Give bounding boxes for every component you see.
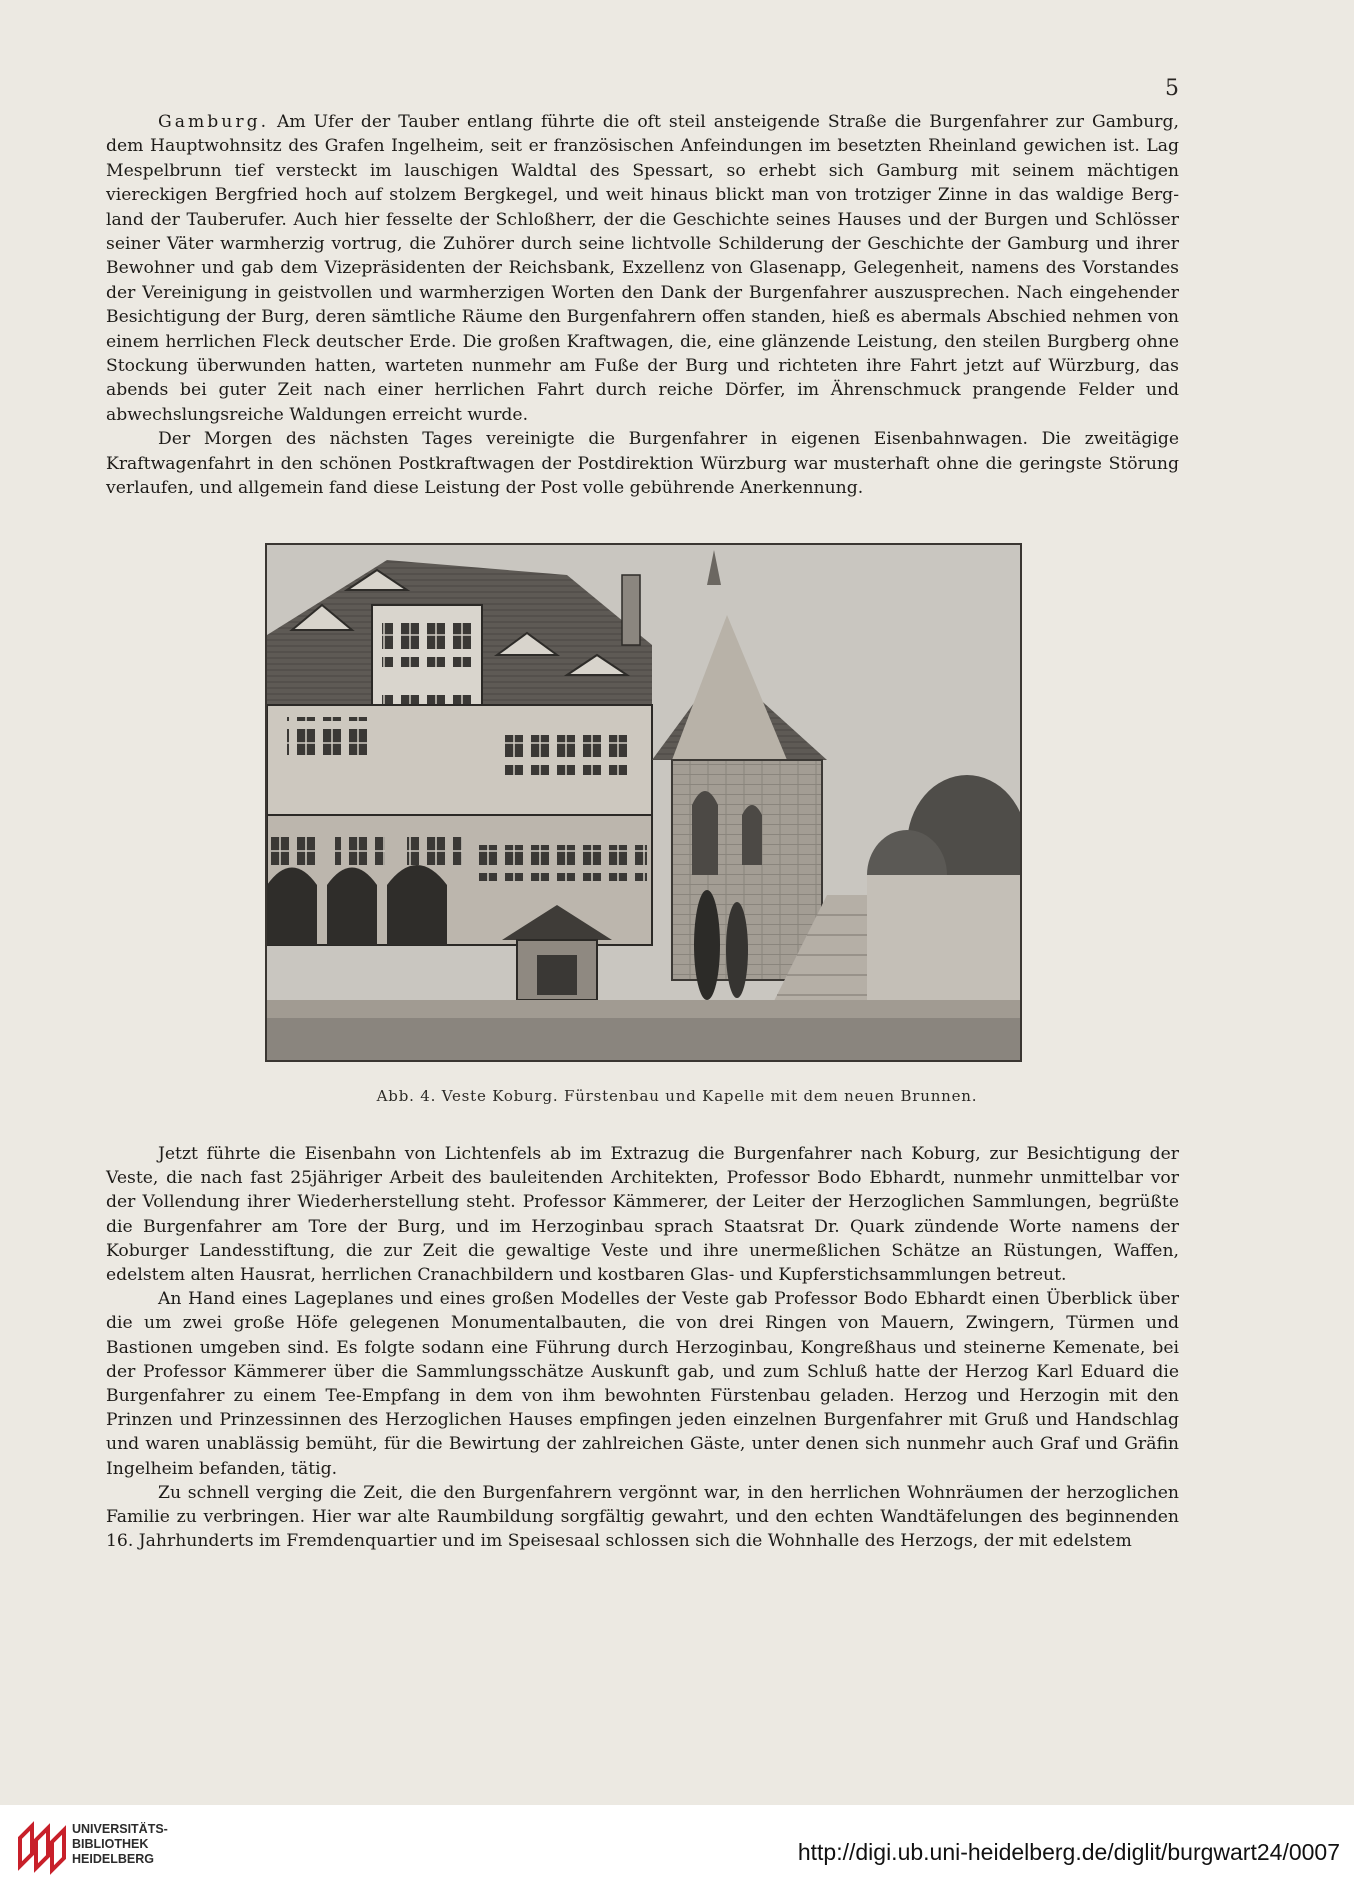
paragraph-koburg: Jetzt führte die Eisenbahn von Lichtenfels ab im Extrazug die Burgenfahrer nach Koburg, zur Besichtigung der Veste, die nach fast 25jähriger Arbeit des bauleitenden Architekten, Professor Bodo Ebhardt, nunmehr unmittelbar vor der Vollendung ihrer Wiederherstellung steht. Professor Kämmerer, der Leiter der Herzoglichen Sammlungen, begrüßte die Burgenfahrer am Tore der Burg, und im Herzoginbau sprach Staatsrat Dr. Quark zündende Worte namens der Koburger Landesstiftung, die zur Zeit die gewaltige Veste und ihre unermeßlichen Schätze an Rüstungen, Waffen, edelstem alten Hausrat, herrlichen Cranachbildern und kostbaren Glas- und Kupferstichsammlungen betreut. bbox=[106, 1144, 1179, 1286]
library-name-line: BIBLIOTHEK bbox=[72, 1837, 149, 1851]
paragraph-lageplan: An Hand eines Lageplanes und eines großen Modelles der Veste gab Professor Bodo Ebhardt einen Überblick über die um zwei große Höfe gelegenen Monumentalbauten, die von drei Ringen von Mauern, Zwingern, Türmen und Bastionen umgeben sind. Es folgte sodann eine Führung durch Herzoginbau, Kongreßhaus und steinerne Kemenate, bei der Professor Kämmerer über die Sammlungsschätze Auskunft gab, und zum Schluß hatte der Herzog Karl Eduard die Burgenfahrer zu einem Tee-Empfang in dem von ihm bewohnten Fürstenbau geladen. Herzog und Herzogin mit den Prinzen und Prinzessinnen des Herzoglichen Hauses empfingen jeden einzelnen Burgenfahrer mit Gruß und Handschlag und waren unablässig bemüht, für die Bewirtung der zahlreichen Gäste, unter denen sich nunmehr auch Graf und Gräfin Ingelheim befanden, tätig. bbox=[106, 1289, 1179, 1479]
text-block-top bbox=[106, 110, 1179, 501]
figure-veste-koburg-photo bbox=[265, 543, 1022, 1062]
library-name-line: HEIDELBERG bbox=[72, 1852, 154, 1866]
lead-word: Gamburg. bbox=[158, 112, 270, 132]
text-block-bottom bbox=[106, 1142, 1179, 1553]
paragraph-wohnraeume: Zu schnell verging die Zeit, die den Burgenfahrern vergönnt war, in den herrlichen Wohnräumen der herzoglichen Familie zu verbringen. Hier war alte Raumbildung sorgfältig gewahrt, und den echten Wandtäfelungen des beginnenden 16. Jahrhunderts im Fremdenquartier und im Speisesaal schlossen sich die Wohnhalle des Herzogs, der mit edelstem bbox=[106, 1482, 1179, 1552]
source-url-link[interactable]: http://digi.ub.uni-heidelberg.de/diglit/burgwart24/0007 bbox=[797, 1839, 1340, 1865]
library-name-line: UNIVERSITÄTS- bbox=[72, 1822, 168, 1836]
library-name bbox=[72, 1822, 168, 1867]
figure-caption: Abb. 4. Veste Koburg. Fürstenbau und Kapelle mit dem neuen Brunnen. bbox=[376, 1087, 978, 1105]
paragraph-gamburg bbox=[106, 110, 1179, 427]
castle-photo-illustration bbox=[267, 545, 1020, 1060]
library-logo-icon bbox=[16, 1818, 76, 1878]
paragraph-morgen: Der Morgen des nächsten Tages vereinigte die Burgenfahrer in eigenen Eisenbahnwagen. Die zweitägige Kraftwagenfahrt in den schönen Postkraftwagen der Postdirektion Würzburg war musterhaft ohne die geringste Störung verlaufen, und allgemein fand diese Leistung der Post volle gebührende Anerkennung. bbox=[106, 429, 1179, 499]
footer-bar bbox=[0, 1805, 1354, 1890]
paragraph-text: Am Ufer der Tauber entlang führte die oft steil ansteigende Straße die Burgenfahrer zur Gamburg, dem Hauptwohnsitz des Grafen Ingelheim, seit er französischen Anfeindungen im besetzten Rheinland gewichen ist. Lag Mespelbrunn tief versteckt im lauschigen Waldtal des Spessart, so erhebt sich Gamburg mit seinem mächtigen viereckigen Bergfried hoch auf stolzem Bergkegel, und weit hinaus blickt man von trotziger Zinne in das waldige Bergland der Tauberufer. Auch hier fesselte der Schloßherr, der die Geschichte seines Hauses und der Burgen und Schlösser seiner Väter warmherzig vortrug, die Zuhörer durch seine lichtvolle Schilderung der Geschichte der Gamburg und ihrer Bewohner und gab dem Vizepräsidenten der Reichsbank, Exzellenz von Glasenapp, Gelegenheit, namens des Vorstandes der Vereinigung in geistvollen und warmherzigen Worten den Dank der Burgenfahrer auszusprechen. Nach eingehender Besichtigung der Burg, deren sämtliche Räume den Burgenfahrern offen standen, hieß es abermals Abschied nehmen von einem herrlichen Fleck deutscher Erde. Die großen Kraftwagen, die, eine glänzende Leistung, den steilen Burgberg ohne Stockung überwunden hatten, warteten nunmehr am Fuße der Burg und richteten ihre Fahrt jetzt auf Würzburg, das abends bei guter Zeit nach einer herrlichen Fahrt durch reiche Dörfer, im Ährenschmuck prangende Felder und abwechslungsreiche Waldungen erreicht wurde. bbox=[106, 112, 1179, 425]
page-number: 5 bbox=[1165, 76, 1179, 101]
